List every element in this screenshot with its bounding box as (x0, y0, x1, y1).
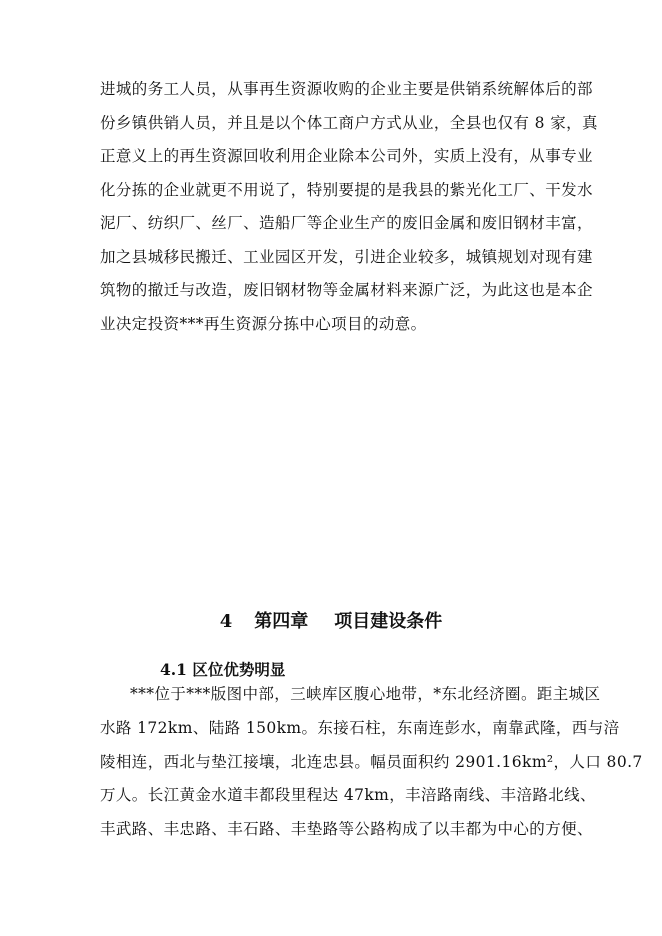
paragraph-2-line: ***位于***版图中部，三峡库区腹心地带，*东北经济圈。距主城区 (130, 685, 601, 703)
paragraph-1-line: 正意义上的再生资源回收利用企业除本公司外，实质上没有，从事专业 (100, 147, 593, 165)
paragraph-1-line: 加之县城移民搬迁、工业园区开发，引进企业较多，城镇规划对现有建 (100, 248, 593, 266)
paragraph-2-line: 水路 172km、陆路 150km。东接石柱，东南连彭水，南靠武隆，西与涪 (100, 719, 620, 737)
paragraph-2-line: 万人。长江黄金水道丰都段里程达 47km，丰涪路南线、丰涪路北线、 (100, 786, 596, 804)
chapter-label: 第四章 (254, 611, 309, 632)
paragraph-1-line: 业决定投资***再生资源分拣中心项目的动意。 (100, 315, 427, 333)
paragraph-2-line: 丰武路、丰忠路、丰石路、丰垫路等公路构成了以丰都为中心的方便、 (100, 820, 593, 838)
paragraph-1-line: 进城的务工人员，从事再生资源收购的企业主要是供销系统解体后的部 (100, 80, 593, 98)
chapter-heading (0, 607, 662, 633)
paragraph-2-line: 陵相连，西北与垫江接壤，北连忠县。幅员面积约 2901.16km²，人口 80.7 (100, 753, 643, 771)
chapter-number: 4 (219, 611, 233, 632)
paragraph-1-line: 泥厂、纺织厂、丝厂、造船厂等企业生产的废旧金属和废旧钢材丰富， (100, 214, 593, 232)
paragraph-1-line: 份乡镇供销人员，并且是以个体工商户方式从业，全县也仅有 8 家，真 (100, 114, 598, 132)
section-heading: 4.1 区位优势明显 (160, 660, 286, 679)
paragraph-1-line: 化分拣的企业就更不用说了，特别要提的是我县的紫光化工厂、干发水 (100, 181, 593, 199)
paragraph-1-line: 筑物的撤迁与改造，废旧钢材物等金属材料来源广泛，为此这也是本企 (100, 281, 593, 299)
chapter-title: 项目建设条件 (334, 611, 443, 632)
